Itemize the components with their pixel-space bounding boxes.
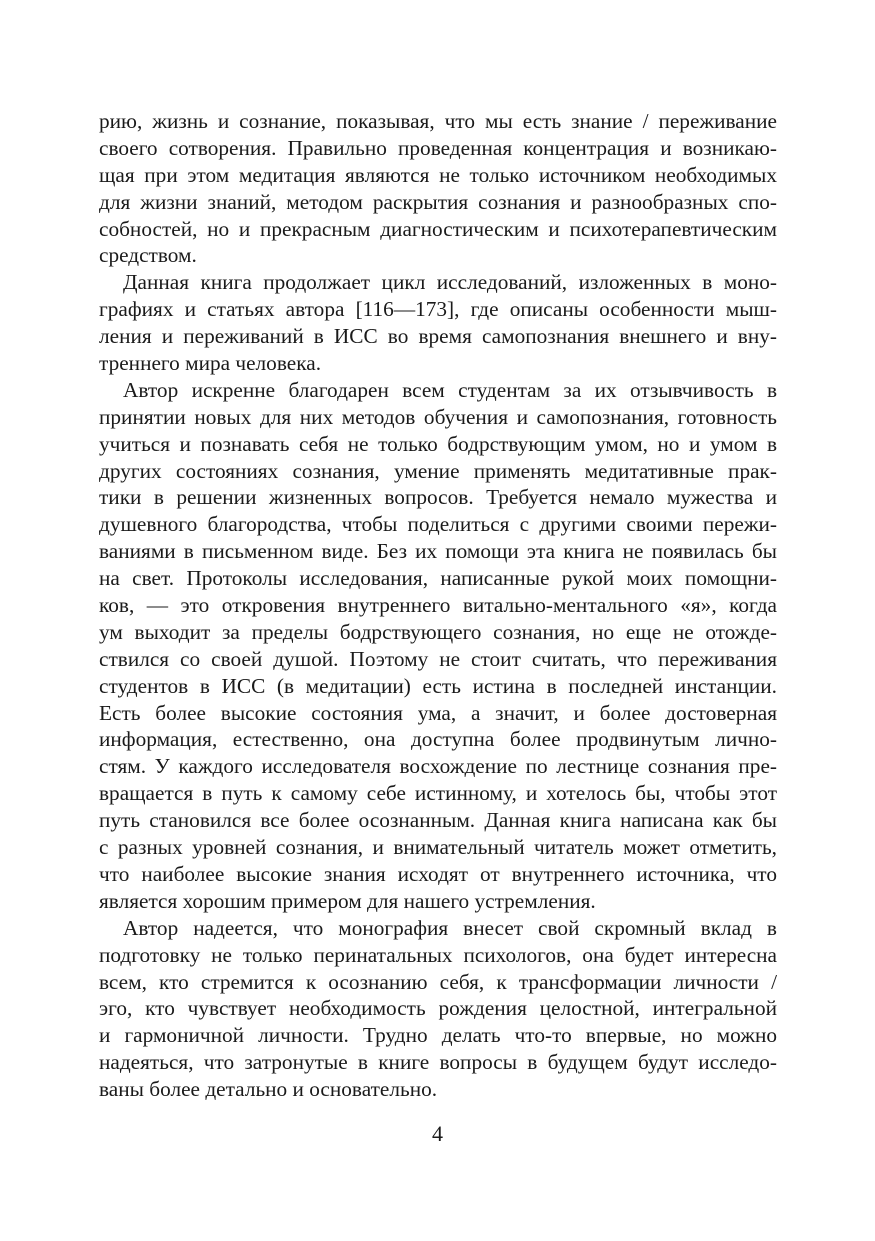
text-line: других состояниях сознания, умение применять медитативные прак- [99, 458, 777, 483]
text-line: Данная книга продолжает цикл исследований, изложенных в моно- [123, 270, 777, 295]
page-number: 4 [432, 1121, 443, 1146]
text-line: своего сотворения. Правильно проведенная концентрация и возникаю- [99, 135, 777, 160]
text-line: щая при этом медитация являются не только источником необходимых [99, 162, 777, 187]
text-line: информация, естественно, она доступна более продвинутым лично- [99, 727, 777, 752]
page-body [99, 108, 777, 1103]
text-line: эго, кто чувствует необходимость рождения целостной, интегральной [99, 996, 777, 1021]
text-line: стям. У каждого исследователя восхождение по лестнице сознания пре- [99, 754, 777, 779]
text-line: душевного благородства, чтобы поделиться с другими своими пережи- [99, 512, 777, 537]
text-line: рию, жизнь и сознание, показывая, что мы есть знание / переживание [99, 109, 777, 133]
paragraph [99, 915, 777, 1103]
text-line: что наиболее высокие знания исходят от внутреннего источника, что [99, 861, 777, 886]
text-line: ствился со своей душой. Поэтому не стоит считать, что переживания [99, 646, 777, 671]
paragraph [99, 377, 777, 915]
text-line: всем, кто стремится к осознанию себя, к трансформации личности / [99, 969, 777, 994]
text-line: графиях и статьях автора [116—173], где описаны особенности мыш- [99, 297, 777, 322]
text-line: на свет. Протоколы исследования, написанные рукой моих помощни- [99, 566, 777, 591]
text-line: надеяться, что затронутые в книге вопросы в будущем будут исследо- [99, 1050, 777, 1075]
text-line: ваны более детально и основательно. [99, 1077, 438, 1102]
text-line: подготовку не только перинатальных психологов, она будет интересна [99, 942, 777, 967]
text-line: тики в решении жизненных вопросов. Требуется немало мужества и [99, 485, 777, 510]
text-line: средством. [99, 243, 197, 268]
paragraph [99, 108, 777, 269]
text-line: с разных уровней сознания, и внимательный читатель может отметить, [99, 835, 777, 860]
text-line: ваниями в письменном виде. Без их помощи эта книга не появилась бы [99, 539, 777, 564]
paragraph [99, 269, 777, 377]
text-line: Автор искренне благодарен всем студентам за их отзывчивость в [123, 377, 777, 402]
text-line: принятии новых для них методов обучения и самопознания, готовность [99, 404, 777, 429]
text-line: путь становился все более осознанным. Данная книга написана как бы [99, 808, 777, 833]
text-line: Автор надеется, что монография внесет свой скромный вклад в [123, 915, 777, 940]
text-line: учиться и познавать себя не только бодрствующим умом, но и умом в [99, 431, 777, 456]
text-line: Есть более высокие состояния ума, а значит, и более достоверная [99, 700, 777, 725]
text-line: собностей, но и прекрасным диагностическим и психотерапевтическим [99, 216, 777, 241]
text-line: является хорошим примером для нашего устремления. [99, 888, 596, 913]
text-line: для жизни знаний, методом раскрытия сознания и разнообразных спо- [99, 189, 777, 214]
text-line: вращается в путь к самому себе истинному, и хотелось бы, чтобы этот [99, 781, 777, 806]
text-line: треннего мира человека. [99, 351, 322, 376]
text-line: студентов в ИСС (в медитации) есть истина в последней инстанции. [99, 673, 777, 698]
text-line: и гармоничной личности. Трудно делать что-то впервые, но можно [99, 1023, 777, 1048]
text-line: ков, — это откровения внутреннего витально-ментального «я», когда [99, 593, 777, 618]
text-line: ления и переживаний в ИСС во время самопознания внешнего и вну- [99, 324, 777, 349]
text-line: ум выходит за пределы бодрствующего сознания, но еще не отожде- [99, 619, 777, 644]
